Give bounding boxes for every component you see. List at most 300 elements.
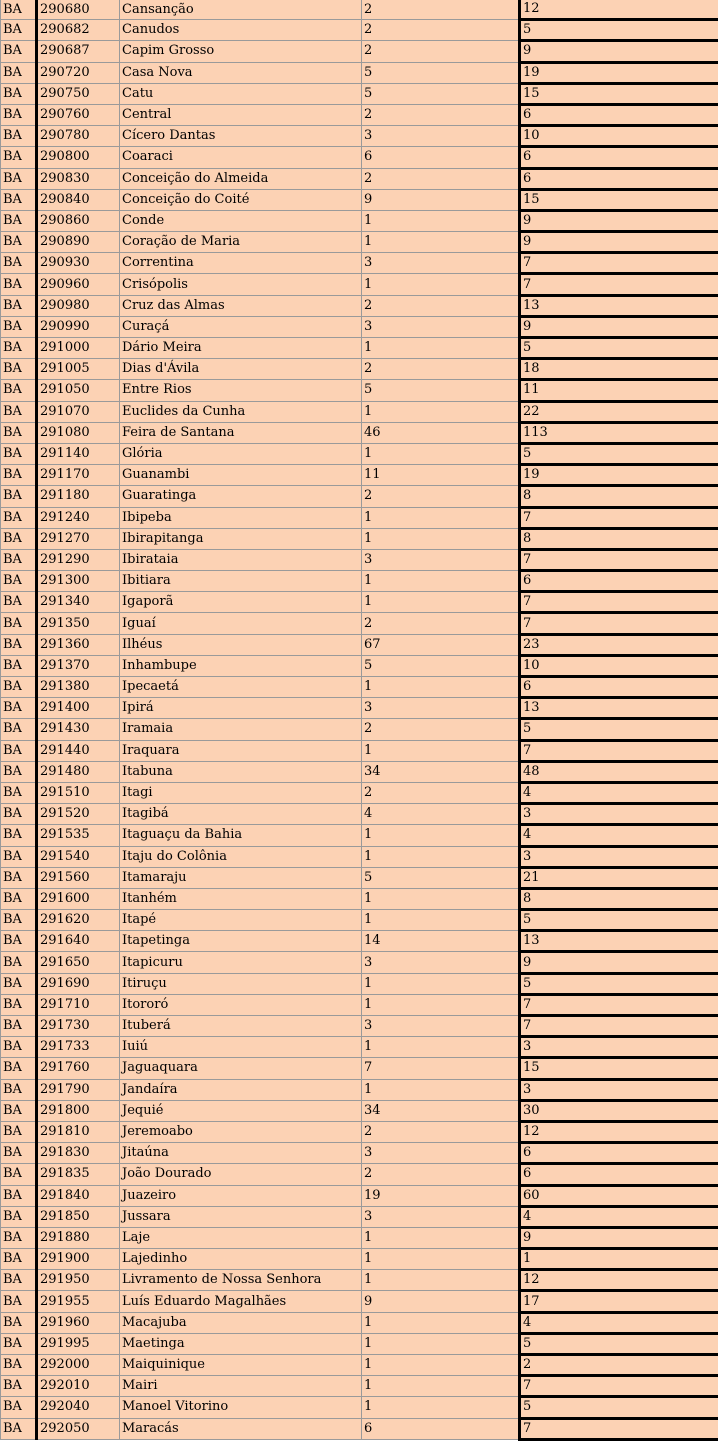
count-cell: 2 — [362, 41, 520, 62]
state-cell: BA — [1, 1206, 37, 1227]
count-cell: 3 — [362, 549, 520, 570]
municipality-cell: Iguaí — [120, 613, 362, 634]
total-cell: 6 — [520, 147, 718, 168]
total-cell: 30 — [520, 1100, 718, 1121]
ibge-code-cell: 291370 — [37, 655, 120, 676]
count-cell: 2 — [362, 613, 520, 634]
state-cell: BA — [1, 528, 37, 549]
table-row — [1, 1270, 718, 1291]
ibge-code-cell: 290682 — [37, 20, 120, 41]
municipality-cell: Ilhéus — [120, 634, 362, 655]
municipality-cell: Dário Meira — [120, 338, 362, 359]
ibge-code-cell: 291300 — [37, 571, 120, 592]
total-cell: 7 — [520, 549, 718, 570]
ibge-code-cell: 290930 — [37, 253, 120, 274]
municipality-cell: Guanambi — [120, 465, 362, 486]
table-row — [1, 592, 718, 613]
ibge-code-cell: 290780 — [37, 126, 120, 147]
count-cell: 1 — [362, 338, 520, 359]
total-cell: 7 — [520, 613, 718, 634]
ibge-code-cell: 290720 — [37, 62, 120, 83]
total-cell: 5 — [520, 1397, 718, 1418]
total-cell: 8 — [520, 486, 718, 507]
total-cell: 9 — [520, 41, 718, 62]
total-cell: 6 — [520, 168, 718, 189]
state-cell: BA — [1, 1397, 37, 1418]
count-cell: 7 — [362, 1058, 520, 1079]
table-row — [1, 1418, 718, 1439]
total-cell: 7 — [520, 1418, 718, 1439]
total-cell: 5 — [520, 20, 718, 41]
ibge-code-cell: 291900 — [37, 1249, 120, 1270]
total-cell: 9 — [520, 210, 718, 231]
municipality-cell: Ipecaetá — [120, 677, 362, 698]
count-cell: 2 — [362, 1121, 520, 1142]
municipality-cell: Jaguaquara — [120, 1058, 362, 1079]
state-cell: BA — [1, 126, 37, 147]
total-cell: 18 — [520, 359, 718, 380]
table-row — [1, 1016, 718, 1037]
ibge-code-cell: 291080 — [37, 422, 120, 443]
municipality-cell: Jitaúna — [120, 1143, 362, 1164]
municipality-cell: Iramaia — [120, 719, 362, 740]
state-cell: BA — [1, 1355, 37, 1376]
table-row — [1, 1355, 718, 1376]
municipality-cell: Cícero Dantas — [120, 126, 362, 147]
total-cell: 7 — [520, 1376, 718, 1397]
count-cell: 46 — [362, 422, 520, 443]
state-cell: BA — [1, 443, 37, 464]
municipality-cell: Guaratinga — [120, 486, 362, 507]
ibge-code-cell: 291000 — [37, 338, 120, 359]
total-cell: 4 — [520, 1206, 718, 1227]
state-cell: BA — [1, 867, 37, 888]
table-row — [1, 126, 718, 147]
municipality-cell: Itanhém — [120, 888, 362, 909]
table-row — [1, 486, 718, 507]
table-row — [1, 1227, 718, 1248]
state-cell: BA — [1, 825, 37, 846]
ibge-code-cell: 291950 — [37, 1270, 120, 1291]
total-cell: 5 — [520, 338, 718, 359]
ibge-code-cell: 291050 — [37, 380, 120, 401]
count-cell: 3 — [362, 952, 520, 973]
ibge-code-cell: 291960 — [37, 1312, 120, 1333]
municipality-cell: Itiruçu — [120, 973, 362, 994]
ibge-code-cell: 291180 — [37, 486, 120, 507]
ibge-code-cell: 292040 — [37, 1397, 120, 1418]
municipality-cell: Itaju do Colônia — [120, 846, 362, 867]
total-cell: 9 — [520, 1227, 718, 1248]
total-cell: 15 — [520, 189, 718, 210]
table-row — [1, 677, 718, 698]
table-row — [1, 655, 718, 676]
state-cell: BA — [1, 1312, 37, 1333]
municipality-cell: Jequié — [120, 1100, 362, 1121]
state-cell: BA — [1, 147, 37, 168]
table-row — [1, 41, 718, 62]
ibge-code-cell: 291840 — [37, 1185, 120, 1206]
total-cell: 7 — [520, 507, 718, 528]
ibge-code-cell: 291650 — [37, 952, 120, 973]
count-cell: 2 — [362, 0, 520, 20]
table-row — [1, 401, 718, 422]
table-row — [1, 0, 718, 20]
ibge-code-cell: 290760 — [37, 104, 120, 125]
municipality-cell: Entre Rios — [120, 380, 362, 401]
state-cell: BA — [1, 253, 37, 274]
count-cell: 1 — [362, 888, 520, 909]
ibge-code-cell: 291850 — [37, 1206, 120, 1227]
table-row — [1, 782, 718, 803]
municipality-cell: Conde — [120, 210, 362, 231]
ibge-code-cell: 291510 — [37, 782, 120, 803]
table-row — [1, 867, 718, 888]
state-cell: BA — [1, 274, 37, 295]
total-cell: 1 — [520, 1249, 718, 1270]
total-cell: 6 — [520, 677, 718, 698]
state-cell: BA — [1, 994, 37, 1015]
ibge-code-cell: 291880 — [37, 1227, 120, 1248]
municipality-cell: Inhambupe — [120, 655, 362, 676]
ibge-code-cell: 291360 — [37, 634, 120, 655]
state-cell: BA — [1, 782, 37, 803]
municipality-cell: Curaçá — [120, 316, 362, 337]
state-cell: BA — [1, 931, 37, 952]
state-cell: BA — [1, 422, 37, 443]
table-row — [1, 147, 718, 168]
table-row — [1, 1333, 718, 1354]
state-cell: BA — [1, 888, 37, 909]
municipality-cell: Cruz das Almas — [120, 295, 362, 316]
table-row — [1, 380, 718, 401]
total-cell: 5 — [520, 973, 718, 994]
state-cell: BA — [1, 1058, 37, 1079]
count-cell: 1 — [362, 274, 520, 295]
state-cell: BA — [1, 104, 37, 125]
table-row — [1, 1164, 718, 1185]
table-row — [1, 719, 718, 740]
ibge-code-cell: 291995 — [37, 1333, 120, 1354]
total-cell: 4 — [520, 825, 718, 846]
municipality-cell: Itamaraju — [120, 867, 362, 888]
table-row — [1, 1249, 718, 1270]
table-row — [1, 973, 718, 994]
count-cell: 1 — [362, 1397, 520, 1418]
count-cell: 11 — [362, 465, 520, 486]
municipality-cell: Ipirá — [120, 698, 362, 719]
count-cell: 5 — [362, 380, 520, 401]
municipality-cell: Casa Nova — [120, 62, 362, 83]
ibge-code-cell: 291070 — [37, 401, 120, 422]
ibge-code-cell: 292050 — [37, 1418, 120, 1439]
total-cell: 15 — [520, 83, 718, 104]
count-cell: 2 — [362, 295, 520, 316]
municipality-cell: Jussara — [120, 1206, 362, 1227]
municipality-cell: Conceição do Almeida — [120, 168, 362, 189]
state-cell: BA — [1, 1079, 37, 1100]
municipality-cell: Coaraci — [120, 147, 362, 168]
municipality-cell: Macajuba — [120, 1312, 362, 1333]
total-cell: 60 — [520, 1185, 718, 1206]
count-cell: 3 — [362, 1016, 520, 1037]
ibge-code-cell: 291733 — [37, 1037, 120, 1058]
state-cell: BA — [1, 761, 37, 782]
total-cell: 2 — [520, 1355, 718, 1376]
municipality-cell: Canudos — [120, 20, 362, 41]
total-cell: 7 — [520, 994, 718, 1015]
state-cell: BA — [1, 168, 37, 189]
municipality-cell: Manoel Vitorino — [120, 1397, 362, 1418]
total-cell: 15 — [520, 1058, 718, 1079]
state-cell: BA — [1, 1185, 37, 1206]
total-cell: 7 — [520, 274, 718, 295]
state-cell: BA — [1, 1418, 37, 1439]
count-cell: 1 — [362, 592, 520, 613]
municipality-cell: Jandaíra — [120, 1079, 362, 1100]
municipality-cell: Maetinga — [120, 1333, 362, 1354]
ibge-code-cell: 290840 — [37, 189, 120, 210]
ibge-code-cell: 291760 — [37, 1058, 120, 1079]
municipality-cell: Maiquinique — [120, 1355, 362, 1376]
table-row — [1, 210, 718, 231]
count-cell: 3 — [362, 126, 520, 147]
municipality-cell: Itabuna — [120, 761, 362, 782]
state-cell: BA — [1, 1164, 37, 1185]
count-cell: 2 — [362, 486, 520, 507]
total-cell: 48 — [520, 761, 718, 782]
ibge-code-cell: 291600 — [37, 888, 120, 909]
total-cell: 12 — [520, 0, 718, 20]
total-cell: 10 — [520, 126, 718, 147]
ibge-code-cell: 291520 — [37, 804, 120, 825]
count-cell: 1 — [362, 1249, 520, 1270]
state-cell: BA — [1, 465, 37, 486]
municipality-cell: Ibipeba — [120, 507, 362, 528]
total-cell: 12 — [520, 1270, 718, 1291]
ibge-code-cell: 291835 — [37, 1164, 120, 1185]
count-cell: 1 — [362, 740, 520, 761]
municipality-cell: Glória — [120, 443, 362, 464]
ibge-code-cell: 291480 — [37, 761, 120, 782]
state-cell: BA — [1, 1227, 37, 1248]
municipality-cell: Livramento de Nossa Senhora — [120, 1270, 362, 1291]
ibge-code-cell: 290680 — [37, 0, 120, 20]
table-row — [1, 613, 718, 634]
state-cell: BA — [1, 1121, 37, 1142]
table-row — [1, 1397, 718, 1418]
state-cell: BA — [1, 401, 37, 422]
table-row — [1, 846, 718, 867]
ibge-code-cell: 291955 — [37, 1291, 120, 1312]
ibge-code-cell: 291270 — [37, 528, 120, 549]
municipality-cell: Catu — [120, 83, 362, 104]
ibge-code-cell: 290687 — [37, 41, 120, 62]
state-cell: BA — [1, 719, 37, 740]
total-cell: 7 — [520, 740, 718, 761]
municipality-cell: Itagibá — [120, 804, 362, 825]
total-cell: 3 — [520, 1037, 718, 1058]
ibge-code-cell: 290960 — [37, 274, 120, 295]
municipality-cell: Laje — [120, 1227, 362, 1248]
count-cell: 1 — [362, 401, 520, 422]
table-row — [1, 1312, 718, 1333]
total-cell: 113 — [520, 422, 718, 443]
municipality-cell: Ituberá — [120, 1016, 362, 1037]
count-cell: 1 — [362, 994, 520, 1015]
state-cell: BA — [1, 1333, 37, 1354]
count-cell: 1 — [362, 1376, 520, 1397]
count-cell: 3 — [362, 316, 520, 337]
state-cell: BA — [1, 359, 37, 380]
table-row — [1, 168, 718, 189]
table-row — [1, 274, 718, 295]
state-cell: BA — [1, 210, 37, 231]
count-cell: 9 — [362, 189, 520, 210]
municipality-cell: Iuiú — [120, 1037, 362, 1058]
ibge-code-cell: 291170 — [37, 465, 120, 486]
municipality-cell: Itaguaçu da Bahia — [120, 825, 362, 846]
table-row — [1, 888, 718, 909]
count-cell: 1 — [362, 910, 520, 931]
ibge-code-cell: 291810 — [37, 1121, 120, 1142]
table-row — [1, 804, 718, 825]
table-row — [1, 1100, 718, 1121]
table-row — [1, 443, 718, 464]
table-row — [1, 571, 718, 592]
total-cell: 22 — [520, 401, 718, 422]
total-cell: 8 — [520, 888, 718, 909]
state-cell: BA — [1, 804, 37, 825]
table-row — [1, 507, 718, 528]
ibge-code-cell: 290750 — [37, 83, 120, 104]
municipality-cell: Capim Grosso — [120, 41, 362, 62]
ibge-code-cell: 291440 — [37, 740, 120, 761]
state-cell: BA — [1, 613, 37, 634]
total-cell: 19 — [520, 62, 718, 83]
count-cell: 3 — [362, 1143, 520, 1164]
count-cell: 67 — [362, 634, 520, 655]
state-cell: BA — [1, 1291, 37, 1312]
state-cell: BA — [1, 41, 37, 62]
total-cell: 3 — [520, 804, 718, 825]
municipality-cell: Correntina — [120, 253, 362, 274]
table-row — [1, 761, 718, 782]
ibge-code-cell: 291790 — [37, 1079, 120, 1100]
municipality-cell: Coração de Maria — [120, 232, 362, 253]
table-row — [1, 1143, 718, 1164]
table-row — [1, 549, 718, 570]
ibge-code-cell: 290860 — [37, 210, 120, 231]
ibge-code-cell: 292000 — [37, 1355, 120, 1376]
ibge-code-cell: 290990 — [37, 316, 120, 337]
state-cell: BA — [1, 1376, 37, 1397]
state-cell: BA — [1, 634, 37, 655]
count-cell: 5 — [362, 867, 520, 888]
count-cell: 34 — [362, 761, 520, 782]
total-cell: 3 — [520, 846, 718, 867]
total-cell: 10 — [520, 655, 718, 676]
table-row — [1, 232, 718, 253]
state-cell: BA — [1, 592, 37, 613]
table-row — [1, 528, 718, 549]
state-cell: BA — [1, 1270, 37, 1291]
municipality-cell: Mairi — [120, 1376, 362, 1397]
total-cell: 13 — [520, 295, 718, 316]
ibge-code-cell: 291560 — [37, 867, 120, 888]
table-row — [1, 1206, 718, 1227]
state-cell: BA — [1, 338, 37, 359]
total-cell: 13 — [520, 698, 718, 719]
count-cell: 1 — [362, 677, 520, 698]
municipality-cell: Feira de Santana — [120, 422, 362, 443]
count-cell: 2 — [362, 1164, 520, 1185]
count-cell: 14 — [362, 931, 520, 952]
municipality-cell: Igaporã — [120, 592, 362, 613]
total-cell: 12 — [520, 1121, 718, 1142]
ibge-code-cell: 291710 — [37, 994, 120, 1015]
count-cell: 3 — [362, 253, 520, 274]
state-cell: BA — [1, 232, 37, 253]
state-cell: BA — [1, 0, 37, 20]
state-cell: BA — [1, 549, 37, 570]
count-cell: 2 — [362, 359, 520, 380]
count-cell: 1 — [362, 443, 520, 464]
ibge-code-cell: 291140 — [37, 443, 120, 464]
state-cell: BA — [1, 571, 37, 592]
count-cell: 34 — [362, 1100, 520, 1121]
count-cell: 5 — [362, 83, 520, 104]
count-cell: 5 — [362, 655, 520, 676]
ibge-code-cell: 291620 — [37, 910, 120, 931]
total-cell: 3 — [520, 1079, 718, 1100]
municipality-cell: Itororó — [120, 994, 362, 1015]
table-row — [1, 83, 718, 104]
table-row — [1, 316, 718, 337]
total-cell: 19 — [520, 465, 718, 486]
table-row — [1, 1058, 718, 1079]
state-cell: BA — [1, 952, 37, 973]
state-cell: BA — [1, 1249, 37, 1270]
municipality-cell: Itagi — [120, 782, 362, 803]
total-cell: 7 — [520, 1016, 718, 1037]
count-cell: 6 — [362, 1418, 520, 1439]
table-row — [1, 1037, 718, 1058]
total-cell: 9 — [520, 316, 718, 337]
table-row — [1, 825, 718, 846]
state-cell: BA — [1, 62, 37, 83]
total-cell: 5 — [520, 1333, 718, 1354]
count-cell: 1 — [362, 846, 520, 867]
municipality-cell: Crisópolis — [120, 274, 362, 295]
table-row — [1, 1291, 718, 1312]
municipality-cell: Dias d'Ávila — [120, 359, 362, 380]
table-row — [1, 359, 718, 380]
total-cell: 7 — [520, 253, 718, 274]
count-cell: 1 — [362, 1037, 520, 1058]
count-cell: 1 — [362, 232, 520, 253]
count-cell: 1 — [362, 1333, 520, 1354]
municipality-cell: Itapicuru — [120, 952, 362, 973]
ibge-code-cell: 291730 — [37, 1016, 120, 1037]
municipality-cell: Ibitiara — [120, 571, 362, 592]
state-cell: BA — [1, 316, 37, 337]
table-row — [1, 253, 718, 274]
count-cell: 4 — [362, 804, 520, 825]
ibge-code-cell: 291350 — [37, 613, 120, 634]
total-cell: 11 — [520, 380, 718, 401]
state-cell: BA — [1, 1037, 37, 1058]
